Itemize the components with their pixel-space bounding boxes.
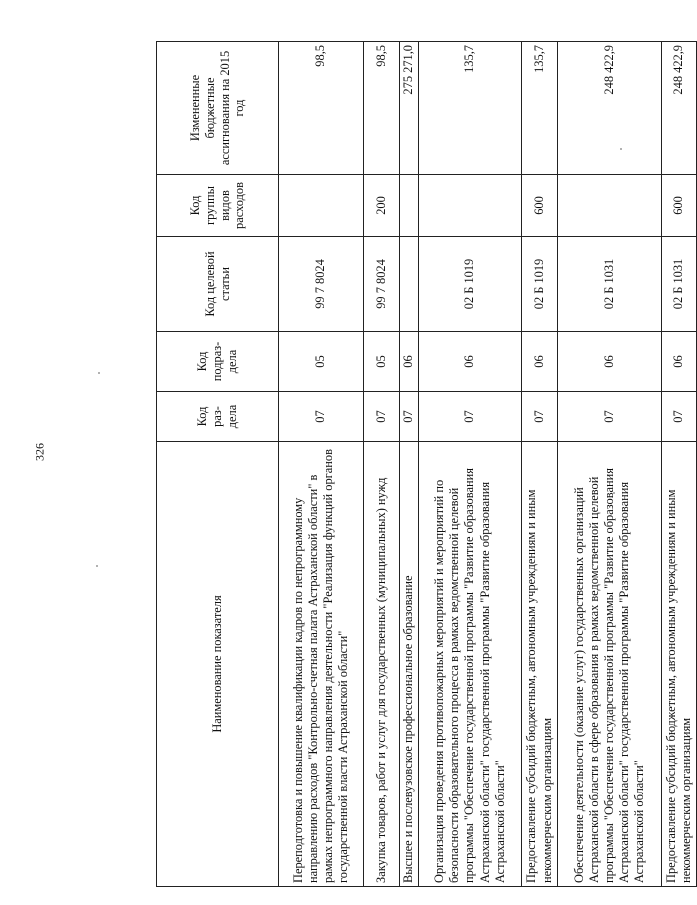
- cell-target-article-code: 02 Б 1031: [662, 237, 697, 332]
- cell-indicator-name: Закупка товаров, работ и услуг для государственных (муниципальных) нужд: [364, 442, 400, 887]
- cell-indicator-name: Предоставление субсидий бюджетным, автономным учреждениям и иным некоммерческим организациям: [662, 442, 697, 887]
- header-budget-allocation-2015: Измененные бюджетные ассигнования на 2015 год: [157, 42, 279, 175]
- cell-subsection-code: 06: [662, 332, 697, 392]
- cell-amount: 135,7: [522, 42, 558, 175]
- cell-target-article-code: 99 7 8024: [364, 237, 400, 332]
- table-row: [662, 42, 697, 887]
- cell-amount: 275 271,0: [400, 42, 419, 175]
- cell-indicator-name: Переподготовка и повышение квалификации кадров по непрограммному направлению расходов "Контрольно-счетная палата Астраханской области" в рамках непрограммного направления деятельности "Реализация функций органов государственной власти Астраханской области": [279, 442, 364, 887]
- cell-target-article-code: [400, 237, 419, 332]
- cell-expense-type-code: 600: [662, 175, 697, 237]
- cell-section-code: 07: [364, 392, 400, 442]
- header-target-article-code: Код целевой статьи: [157, 237, 279, 332]
- header-expense-type-code: Код группы видов расходов: [157, 175, 279, 237]
- cell-subsection-code: 06: [419, 332, 522, 392]
- page-number: 326: [32, 443, 47, 461]
- cell-section-code: 07: [419, 392, 522, 442]
- cell-expense-type-code: [279, 175, 364, 237]
- table-row: [279, 42, 364, 887]
- cell-expense-type-code: [419, 175, 522, 237]
- rotated-page-area: [156, 42, 693, 887]
- cell-expense-type-code: 200: [364, 175, 400, 237]
- table-row: [364, 42, 400, 887]
- cell-expense-type-code: 600: [522, 175, 558, 237]
- table-row: [419, 42, 522, 887]
- cell-indicator-name: Организация проведения противопожарных мероприятий и мероприятий по безопасности образовательного процесса в рамках ведомственной целевой программы "Обеспечение государственной программы "Развитие образования Астраханской области" государственной программы "Развитие образования Астраханской области": [419, 442, 522, 887]
- cell-amount: 98,5: [279, 42, 364, 175]
- cell-subsection-code: 05: [279, 332, 364, 392]
- cell-amount: 248 422,9: [558, 42, 662, 175]
- table-row: [522, 42, 558, 887]
- cell-indicator-name: Высшее и послевузовское профессиональное образование: [400, 442, 419, 887]
- cell-expense-type-code: [400, 175, 419, 237]
- cell-target-article-code: 02 Б 1019: [419, 237, 522, 332]
- header-subsection-code: Код подраз-дела: [157, 332, 279, 392]
- scan-speck: [96, 565, 98, 567]
- cell-section-code: 07: [279, 392, 364, 442]
- cell-amount: 248 422,9: [662, 42, 697, 175]
- header-indicator-name: Наименование показателя: [157, 442, 279, 887]
- cell-section-code: 07: [558, 392, 662, 442]
- cell-amount: 135,7: [419, 42, 522, 175]
- cell-target-article-code: 02 Б 1019: [522, 237, 558, 332]
- cell-subsection-code: 06: [400, 332, 419, 392]
- cell-section-code: 07: [522, 392, 558, 442]
- budget-table: [156, 41, 697, 887]
- cell-section-code: 07: [662, 392, 697, 442]
- table-row: [558, 42, 662, 887]
- cell-target-article-code: 99 7 8024: [279, 237, 364, 332]
- cell-amount: 98,5: [364, 42, 400, 175]
- cell-section-code: 07: [400, 392, 419, 442]
- table-row: [400, 42, 419, 887]
- cell-indicator-name: Обеспечение деятельности (оказание услуг) государственных организаций Астраханской области в сфере образования в рамках ведомственной целевой программы "Обеспечение государственной программы "Развитие образования Астраханской области" государственной программы "Развитие образования Астраханской области": [558, 442, 662, 887]
- table-header-row: [157, 42, 279, 887]
- header-section-code: Код раз-дела: [157, 392, 279, 442]
- cell-subsection-code: 06: [558, 332, 662, 392]
- cell-expense-type-code: [558, 175, 662, 237]
- cell-subsection-code: 05: [364, 332, 400, 392]
- scan-speck: [98, 372, 100, 374]
- cell-indicator-name: Предоставление субсидий бюджетным, автономным учреждениям и иным некоммерческим организациям: [522, 442, 558, 887]
- cell-target-article-code: 02 Б 1031: [558, 237, 662, 332]
- cell-subsection-code: 06: [522, 332, 558, 392]
